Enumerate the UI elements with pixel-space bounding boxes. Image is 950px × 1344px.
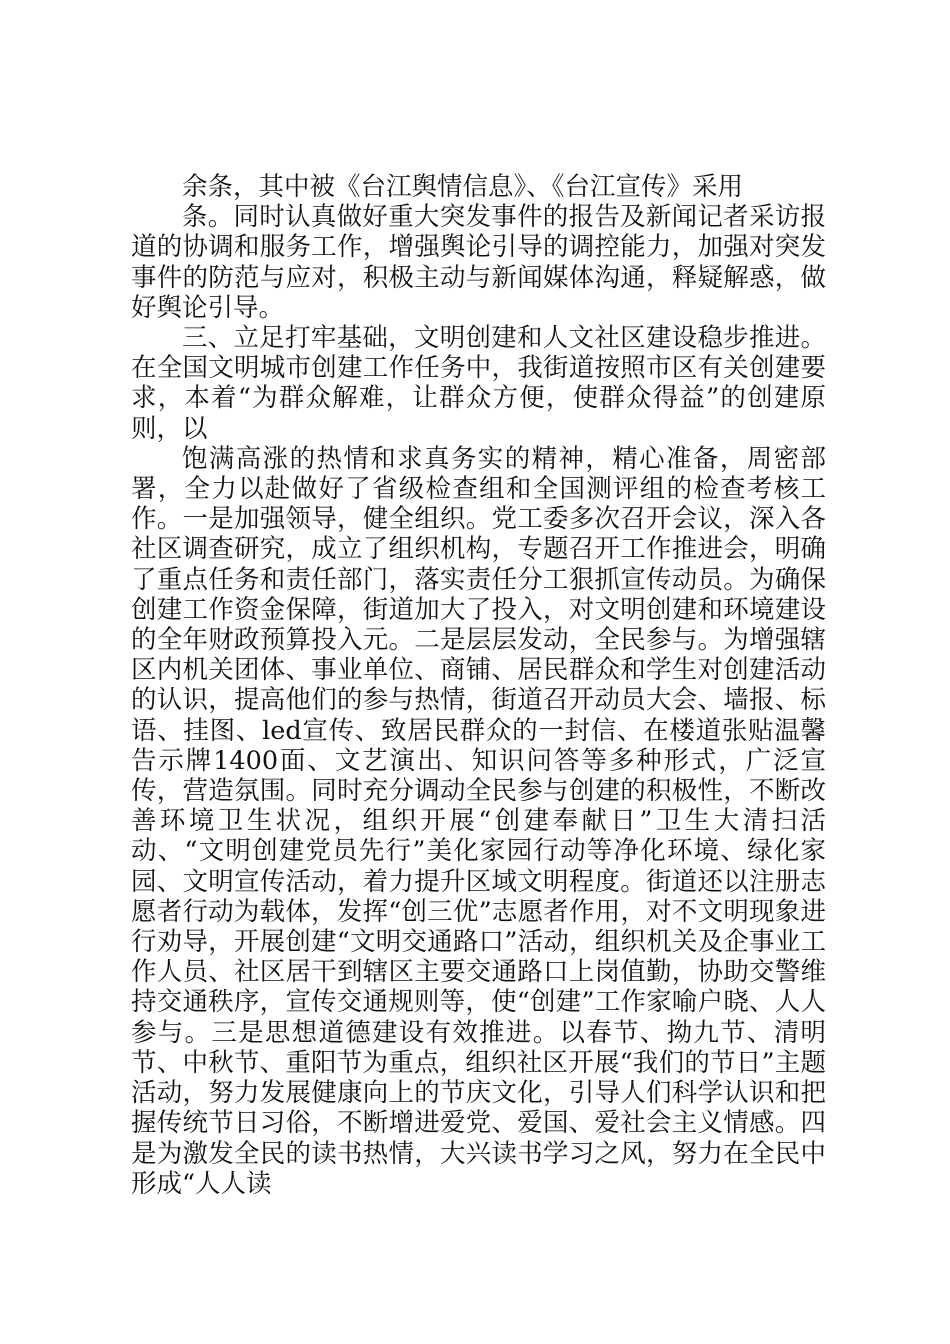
paragraph: 余条，其中被《台江舆情信息》、《台江宣传》采用 <box>182 172 744 202</box>
paragraph: 饱满高涨的热情和求真务实的精神，精心准备，周密部署，全力以赴做好了省级检查组和全国测评组的检查考核工作。一是加强领导，健全组织。党工委多次召开会议，深入各社区调查研究，成立了组织机构，专题召开工作推进会，明确了重点任务和责任部门，落实责任分工狠抓宣传动员。为确保创建工作资金保障，街道加大了投入，对文明创建和环境建设的全年财政预算投入元。二是层层发动，全民参与。为增强辖区内机关团体、事业单位、商铺、居民群众和学生对创建活动的认识，提高他们的参与热情，街道召开动员大会、墙报、标语、挂图、led宣传、致居民群众的一封信、在楼道张贴温馨告示牌1400面、文艺演出、知识问答等多种形式，广泛宣传，营造氛围。同时充分调动全民参与创建的积极性，不断改善环境卫生状况，组织开展“创建奉献日”卫生大清扫活动、“文明创建党员先行”美化家园行动等净化环境、绿化家园、文明宣传活动，着力提升区域文明程度。街道还以注册志愿者行动为载体，发挥“创三优”志愿者作用，对不文明现象进行劝导，开展创建“文明交通路口”活动，组织机关及企事业工作人员、社区居干到辖区主要交通路口上岗值勤，协助交警维持交通秩序，宣传交通规则等，使“创建”工作家喻户晓、人人参与。三是思想道德建设有效推进。以春节、拗九节、清明节、中秋节、重阳节为重点，组织社区开展“我们的节日”主题活动，努力发展健康向上的节庆文化，引导人们科学认识和把握传统节日习俗，不断增进爱党、爱国、爱社会主义情感。四是为激发全民的读书热情，大兴读书学习之风，努力在全民中形成“人人读 <box>131 443 826 1199</box>
document-body <box>131 172 826 1199</box>
paragraph: 三、立足打牢基础，文明创建和人文社区建设稳步推进。在全国文明城市创建工作任务中，我街道按照市区有关创建要求，本着“为群众解难，让群众方便，使群众得益”的创建原则，以 <box>131 323 826 444</box>
paragraph: 条。同时认真做好重大突发事件的报告及新闻记者采访报道的协调和服务工作，增强舆论引导的调控能力，加强对突发事件的防范与应对，积极主动与新闻媒体沟通，释疑解惑，做好舆论引导。 <box>131 202 826 323</box>
